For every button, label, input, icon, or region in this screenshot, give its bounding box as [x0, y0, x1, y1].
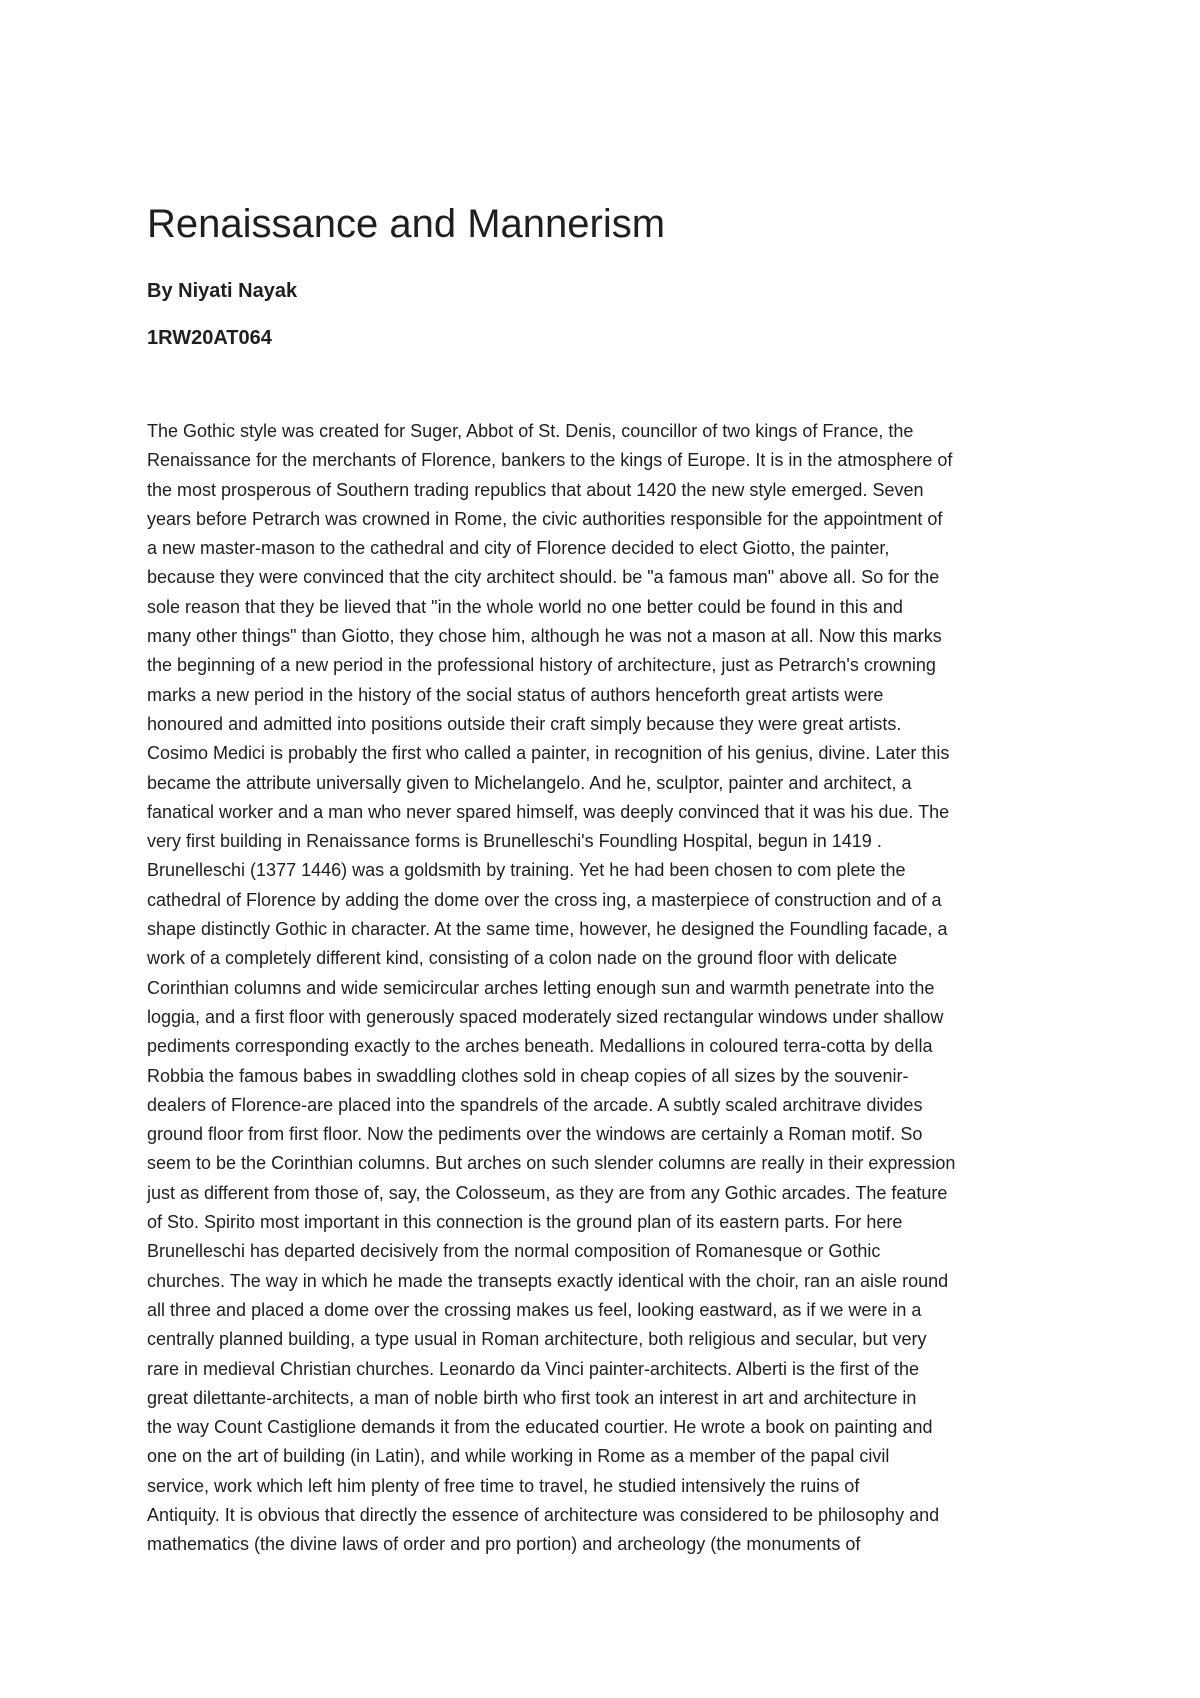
text-line: loggia, and a first floor with generously spaced moderately sized rectangular windows under shallow: [147, 1006, 944, 1027]
text-line: a new master-mason to the cathedral and city of Florence decided to elect Giotto, the painter,: [147, 538, 890, 559]
text-line: fanatical worker and a man who never spared himself, was deeply convinced that it was his due. The: [147, 801, 950, 822]
text-line: The Gothic style was created for Suger, Abbot of St. Denis, councillor of two kings of France, the: [147, 421, 914, 441]
text-line: marks a new period in the history of the social status of authors henceforth great artists were: [147, 684, 884, 705]
document-title: Renaissance and Mannerism: [147, 202, 666, 246]
text-line: shape distinctly Gothic in character. At the same time, however, he designed the Foundling facade, a: [147, 919, 948, 940]
text-line: just as different from those of, say, the Colosseum, as they are from any Gothic arcades. The feature: [147, 1182, 948, 1203]
text-line: Brunelleschi (1377 1446) was a goldsmith by training. Yet he had been chosen to com plete the: [147, 860, 906, 881]
text-line: great dilettante-architects, a man of noble birth who first took an interest in art and architecture in: [147, 1387, 917, 1408]
text-line: centrally planned building, a type usual in Roman architecture, both religious and secular, but very: [147, 1329, 927, 1350]
text-line: one on the art of building (in Latin), and while working in Rome as a member of the papal civil: [147, 1446, 890, 1467]
text-line: the most prosperous of Southern trading republics that about 1420 the new style emerged. Seven: [147, 479, 924, 500]
text-line: mathematics (the divine laws of order and pro portion) and archeology (the monuments of: [147, 1534, 861, 1555]
text-line: Brunelleschi has departed decisively from the normal composition of Romanesque or Gothic: [147, 1241, 881, 1262]
author-line: By Niyati Nayak: [147, 280, 298, 302]
text-line: pediments corresponding exactly to the arches beneath. Medallions in coloured terra-cotta by della: [147, 1036, 933, 1057]
text-line: of Sto. Spirito most important in this connection is the ground plan of its eastern parts. For here: [147, 1212, 903, 1233]
text-line: dealers of Florence-are placed into the spandrels of the arcade. A subtly scaled architrave divides: [147, 1094, 923, 1115]
text-line: cathedral of Florence by adding the dome over the cross ing, a masterpiece of construction and of a: [147, 889, 942, 910]
text-line: became the attribute universally given to Michelangelo. And he, sculptor, painter and architect, a: [147, 772, 912, 793]
text-line: rare in medieval Christian churches. Leonardo da Vinci painter-architects. Alberti is the first of the: [147, 1358, 920, 1379]
text-line: many other things" than Giotto, they chose him, although he was not a mason at all. Now this marks: [147, 626, 942, 647]
text-line: churches. The way in which he made the transepts exactly identical with the choir, ran an aisle round: [147, 1270, 949, 1291]
text-line: Antiquity. It is obvious that directly the essence of architecture was considered to be philosophy and: [147, 1504, 940, 1525]
body-paragraph: [147, 417, 1067, 1560]
text-line: because they were convinced that the city architect should. be "a famous man" above all. So for the: [147, 567, 940, 588]
text-line: Corinthian columns and wide semicircular arches letting enough sun and warmth penetrate into the: [147, 977, 935, 998]
text-line: ground floor from first floor. Now the pediments over the windows are certainly a Roman motif. So: [147, 1124, 923, 1145]
text-line: work of a completely different kind, consisting of a colon nade on the ground floor with delicate: [147, 948, 898, 969]
text-line: Renaissance for the merchants of Florence, bankers to the kings of Europe. It is in the atmosphere of: [147, 450, 953, 471]
text-line: honoured and admitted into positions outside their craft simply because they were great artists.: [147, 713, 902, 734]
text-line: all three and placed a dome over the crossing makes us feel, looking eastward, as if we were in a: [147, 1299, 922, 1320]
text-line: years before Petrarch was crowned in Rome, the civic authorities responsible for the appointment of: [147, 508, 943, 529]
text-line: Cosimo Medici is probably the first who called a painter, in recognition of his genius, divine. Later this: [147, 743, 950, 764]
text-line: very first building in Renaissance forms is Brunelleschi's Foundling Hospital, begun in 1419 .: [147, 831, 882, 852]
text-line: service, work which left him plenty of free time to travel, he studied intensively the ruins of: [147, 1475, 860, 1496]
text-line: seem to be the Corinthian columns. But arches on such slender columns are really in their expression: [147, 1153, 956, 1174]
text-line: the way Count Castiglione demands it from the educated courtier. He wrote a book on painting and: [147, 1417, 933, 1438]
text-line: the beginning of a new period in the professional history of architecture, just as Petrarch's crowning: [147, 655, 936, 676]
roll-number: 1RW20AT064: [147, 327, 272, 349]
text-line: sole reason that they be lieved that "in the whole world no one better could be found in this and: [147, 596, 903, 617]
text-line: Robbia the famous babes in swaddling clothes sold in cheap copies of all sizes by the souvenir-: [147, 1065, 909, 1086]
